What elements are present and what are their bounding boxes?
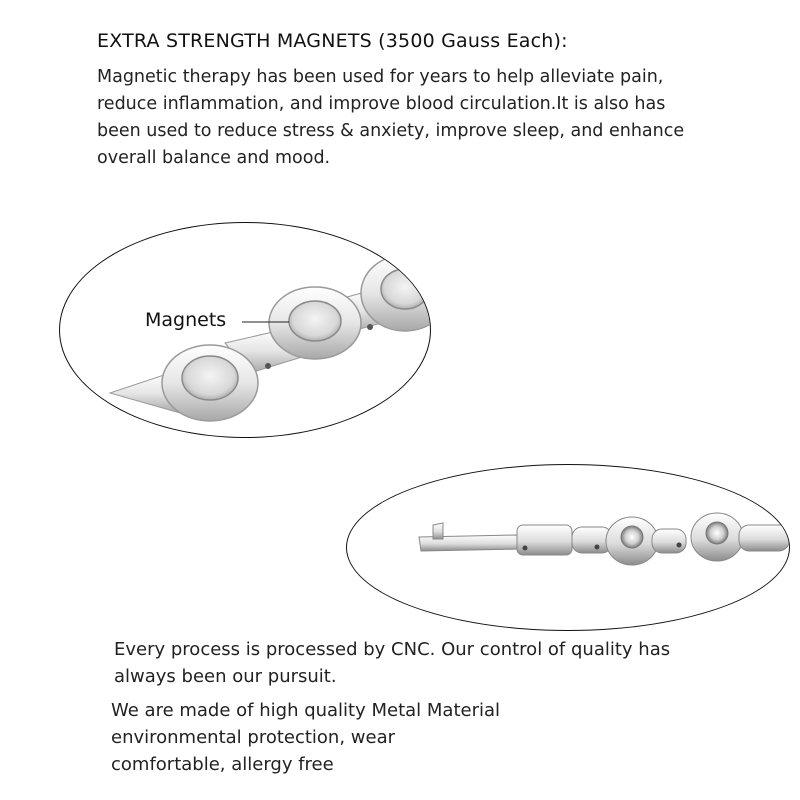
- magnet-closeup-oval: [59, 222, 431, 438]
- magnets-callout-label: Magnets: [145, 309, 227, 331]
- section-heading: EXTRA STRENGTH MAGNETS (3500 Gauss Each):: [97, 30, 568, 52]
- intro-line: been used to reduce stress & anxiety, improve sleep, and enhance: [97, 121, 685, 141]
- intro-line: reduce inflammation, and improve blood circulation.It is also has: [97, 94, 666, 114]
- material-line: comfortable, allergy free: [111, 754, 334, 775]
- intro-line: Magnetic therapy has been used for years to help alleviate pain,: [97, 67, 664, 87]
- magnet-bracelet-closeup-image: [60, 223, 430, 437]
- cnc-paragraph: [114, 636, 670, 690]
- intro-paragraph: [97, 64, 787, 172]
- cnc-line: always been our pursuit.: [114, 666, 337, 687]
- material-line: environmental protection, wear: [111, 727, 396, 748]
- intro-line: overall balance and mood.: [97, 148, 331, 168]
- material-line: We are made of high quality Metal Material: [111, 700, 501, 721]
- clasp-detail-oval: [346, 464, 790, 631]
- bracelet-clasp-image: [347, 465, 789, 630]
- material-paragraph: [111, 697, 500, 778]
- cnc-line: Every process is processed by CNC. Our control of quality has: [114, 639, 671, 660]
